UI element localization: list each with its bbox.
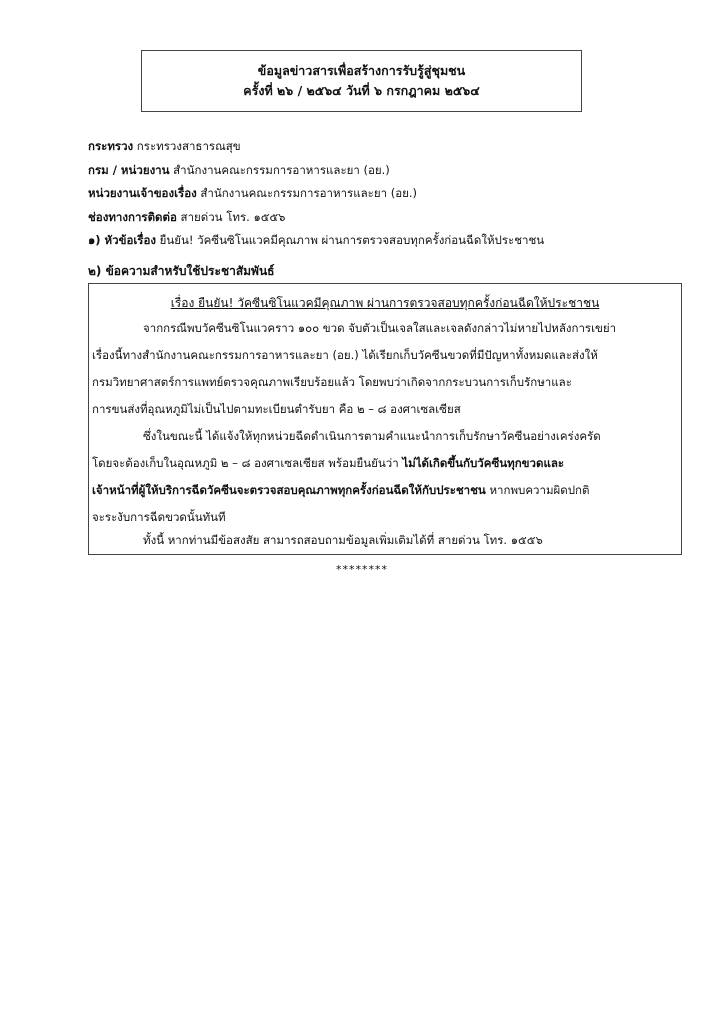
- p1-line2: เรื่องนี้ทางสำนักงานคณะกรรมการอาหารและยา (อย.) ได้เรียกเก็บวัคซีนขวดที่มีปัญหาทั้งหมดและส่งให้: [92, 348, 598, 362]
- p2-line2-bold: ไม่ได้เกิดขึ้นกับวัคซีนทุกขวดและ: [402, 456, 565, 470]
- contact-row: [88, 206, 417, 230]
- p1-line1: จากกรณีพบวัคซีนซิโนแวคราว ๑๐๐ ขวด จับตัวเป็นเจลใสและเจลดังกล่าวไม่หายไปหลังการเขย่า: [143, 321, 617, 335]
- header-box: [141, 50, 582, 112]
- ministry-value: กระทรวงสาธารณสุข: [133, 139, 241, 153]
- p2-line2: [92, 455, 564, 473]
- p3-line: ทั้งนี้ หากท่านมีข้อสงสัย สามารถสอบถามข้อมูลเพิ่มเติมได้ที่ สายด่วน โทร. ๑๕๕๖: [143, 533, 543, 547]
- owner-label: หน่วยงานเจ้าของเรื่อง: [88, 186, 197, 200]
- owner-row: [88, 182, 417, 206]
- p1-line4: การขนส่งที่อุณหภูมิไม่เป็นไปตามทะเบียนตำรับยา คือ ๒ – ๘ องศาเซลเซียส: [92, 402, 461, 416]
- department-row: [88, 159, 417, 183]
- topic-row: [88, 232, 544, 250]
- section2-heading: ๒) ข้อความสำหรับใช้ประชาสัมพันธ์: [88, 264, 275, 278]
- ministry-label: กระทรวง: [88, 139, 134, 153]
- p2-line1: ซึ่งในขณะนี้ ได้แจ้งให้ทุกหน่วยฉีดดำเนินการตามคำแนะนำการเก็บรักษาวัคซีนอย่างเคร่งครัด: [143, 429, 601, 443]
- contact-value: สายด่วน โทร. ๑๕๕๖: [176, 209, 286, 224]
- p2-line3-text: หากพบความผิดปกติ: [485, 483, 590, 497]
- p2-line4: จะระงับการฉีดขวดนั้นทันที: [92, 510, 226, 524]
- p2-line3-bold: เจ้าหน้าที่ผู้ให้บริการฉีดวัคซีนจะตรวจสอบคุณภาพทุกครั้งก่อนฉีดให้กับประชาชน: [92, 483, 486, 497]
- message-box: [88, 283, 682, 555]
- topic-value: ยืนยัน! วัคซีนซิโนแวคมีคุณภาพ ผ่านการตรวจสอบทุกครั้งก่อนฉีดให้ประชาชน: [156, 233, 545, 247]
- p2-line3: [92, 482, 589, 500]
- message-title: เรื่อง ยืนยัน! วัคซีนซิโนแวคมีคุณภาพ ผ่านการตรวจสอบทุกครั้งก่อนฉีดให้ประชาชน: [170, 296, 600, 310]
- owner-value: สำนักงานคณะกรรมการอาหารและยา (อย.): [196, 186, 417, 200]
- issue-line: ครั้งที่ ๒๖ / ๒๕๖๔ วันที่ ๖ กรกฎาคม ๒๕๖๔: [243, 83, 480, 98]
- topic-label: ๑) หัวข้อเรื่อง: [88, 233, 156, 247]
- contact-label: ช่องทางการติดต่อ: [88, 209, 177, 224]
- document-title: ข้อมูลข่าวสารเพื่อสร้างการรับรู้สู่ชุมชน: [257, 63, 466, 78]
- ministry-row: [88, 135, 417, 159]
- p2-line2-text: โดยจะต้องเก็บในอุณหภูมิ ๒ – ๘ องศาเซลเซียส พร้อมยืนยันว่า: [92, 456, 403, 470]
- meta-block: [88, 135, 417, 229]
- department-value: สำนักงานคณะกรรมการอาหารและยา (อย.): [169, 162, 390, 177]
- department-label: กรม / หน่วยงาน: [88, 162, 170, 177]
- p1-line3: กรมวิทยาศาสตร์การแพทย์ตรวจคุณภาพเรียบร้อยแล้ว โดยพบว่าเกิดจากกระบวนการเก็บรักษาและ: [92, 375, 572, 389]
- end-marker: ********: [336, 563, 388, 576]
